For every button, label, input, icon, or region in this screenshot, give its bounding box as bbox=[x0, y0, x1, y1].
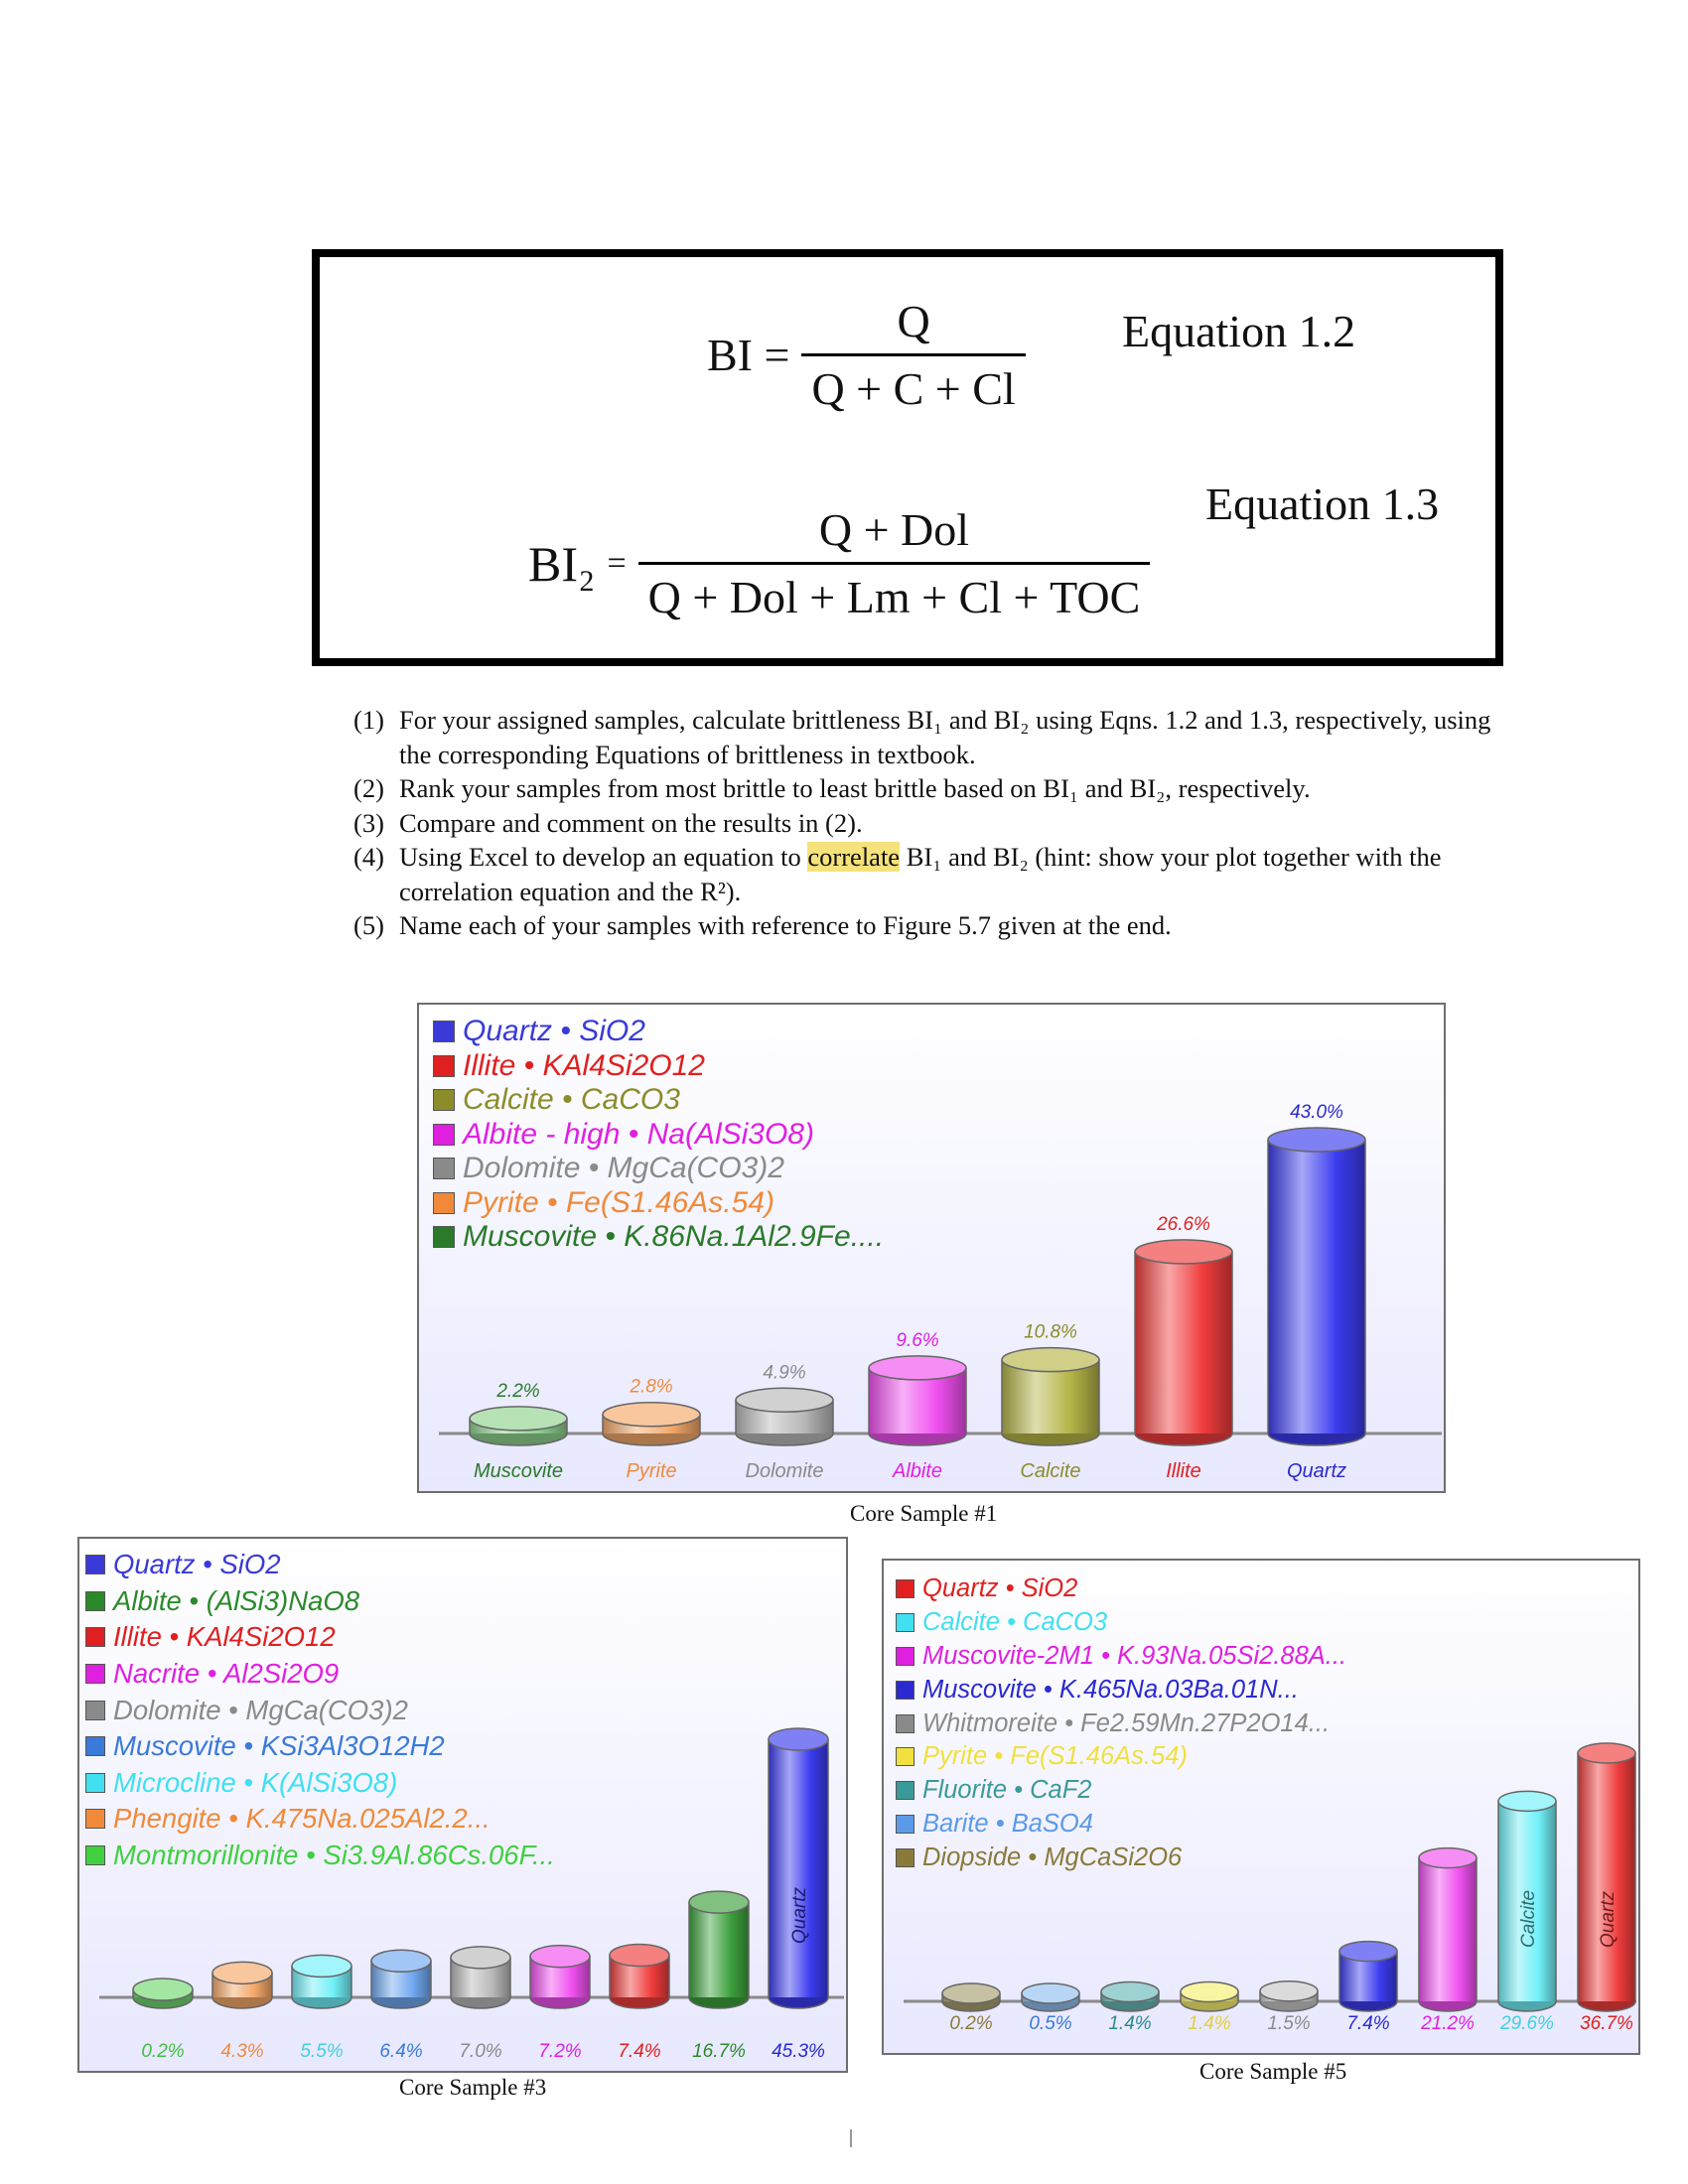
legend-label: Dolomite • MgCa(CO3)2 bbox=[463, 1152, 784, 1185]
bar-top bbox=[1135, 1240, 1232, 1264]
question-item bbox=[353, 908, 1525, 943]
question-text bbox=[399, 840, 1525, 908]
chart-plot bbox=[884, 1561, 1640, 2055]
core-sample-3-caption: Core Sample #3 bbox=[399, 2075, 547, 2100]
legend-label: Muscovite • K.86Na.1Al2.9Fe.... bbox=[463, 1220, 885, 1254]
legend-label: Quartz • SiO2 bbox=[922, 1574, 1078, 1603]
value-label: 1.5% bbox=[1267, 2013, 1311, 2034]
value-label: 5.5% bbox=[300, 2041, 344, 2062]
bar-body bbox=[1135, 1252, 1232, 1433]
bar-pyrite bbox=[1181, 1981, 1238, 2011]
value-label: 0.2% bbox=[949, 2013, 993, 2034]
question-text-part: Name each of your samples with reference to Figure 5.7 given at the end. bbox=[399, 910, 1172, 940]
core-sample-5-caption: Core Sample #5 bbox=[1199, 2059, 1347, 2084]
legend-label: Illite • KAl4Si2O12 bbox=[463, 1048, 705, 1082]
bar-inner-label: Quartz bbox=[1598, 1890, 1618, 1948]
value-label: 26.6% bbox=[1157, 1213, 1210, 1235]
value-label: 4.9% bbox=[763, 1362, 806, 1384]
bar-microcline bbox=[292, 1955, 352, 2008]
bar-top bbox=[1101, 1981, 1159, 2001]
legend-label: Diopside • MgCaSi2O6 bbox=[922, 1843, 1183, 1871]
value-label: 7.0% bbox=[459, 2041, 502, 2062]
equation-bi-lhs: BI = bbox=[707, 330, 790, 380]
bar-body bbox=[689, 1902, 749, 1997]
value-label: 2.8% bbox=[630, 1376, 673, 1398]
legend-label: Fluorite • CaF2 bbox=[922, 1776, 1092, 1805]
bar-fluorite bbox=[1101, 1981, 1159, 2011]
bar-barite bbox=[1022, 1983, 1079, 2011]
bar-nacrite bbox=[530, 1946, 590, 2008]
bar-top bbox=[451, 1947, 510, 1969]
legend-label: Pyrite • Fe(S1.46As.54) bbox=[922, 1742, 1188, 1771]
legend-label: Quartz • SiO2 bbox=[463, 1015, 645, 1048]
divider-line bbox=[850, 2129, 852, 2147]
bar-whitmoreite bbox=[1260, 1981, 1318, 2011]
equation-1-2-label: Equation 1.2 bbox=[1122, 306, 1356, 356]
bar-calcite bbox=[1002, 1348, 1099, 1445]
equation-bi2-fraction bbox=[638, 503, 1151, 623]
legend-label: Muscovite-2M1 • K.93Na.05Si2.88A... bbox=[922, 1641, 1347, 1670]
bar-pyrite bbox=[603, 1403, 700, 1445]
legend-label: Barite • BaSO4 bbox=[922, 1809, 1093, 1838]
value-label: 0.5% bbox=[1029, 2013, 1072, 2034]
bar-muscovite-2m1 bbox=[1419, 1848, 1477, 2011]
equation-bi2-denominator: Q + Dol + Lm + Cl + TOC bbox=[638, 562, 1151, 623]
bar-dolomite bbox=[451, 1947, 510, 2008]
legend-label: Montmorillonite • Si3.9Al.86Cs.06F... bbox=[113, 1840, 555, 1871]
bar-top bbox=[603, 1403, 700, 1427]
question-text-part: For your assigned samples, calculate brittleness BI₁ and BI₂ using Eqns. 1.2 and 1.3, respectively, using the corresponding Equations of brittleness in textbook. bbox=[399, 705, 1491, 769]
question-text-part: Rank your samples from most brittle to least brittle based on BI₁ and BI₂, respectively. bbox=[399, 773, 1311, 803]
bar-phengite bbox=[212, 1962, 272, 2008]
question-item bbox=[353, 840, 1525, 908]
category-label: Muscovite bbox=[473, 1460, 564, 1482]
value-label: 2.2% bbox=[496, 1380, 540, 1402]
core-sample-1-chart bbox=[417, 1003, 1446, 1493]
category-label: Illite bbox=[1166, 1460, 1201, 1482]
bar-top bbox=[1260, 1981, 1318, 2001]
bar-top bbox=[769, 1728, 828, 1750]
question-item bbox=[353, 771, 1525, 806]
question-number: (3) bbox=[353, 807, 384, 838]
question-number: (1) bbox=[353, 705, 384, 735]
legend-label: Pyrite • Fe(S1.46As.54) bbox=[463, 1185, 774, 1219]
category-label: Calcite bbox=[1020, 1460, 1081, 1482]
core-sample-1-caption: Core Sample #1 bbox=[850, 1501, 998, 1526]
question-number: (5) bbox=[353, 910, 384, 940]
bar-body bbox=[1419, 1858, 1477, 2001]
question-text-part: Using Excel to develop an equation to bbox=[399, 842, 808, 872]
bar-quartz bbox=[769, 1728, 828, 2008]
value-label: 1.4% bbox=[1188, 2013, 1231, 2034]
bar-top bbox=[1268, 1128, 1365, 1152]
legend-label: Dolomite • MgCa(CO3)2 bbox=[113, 1694, 408, 1725]
bar-top bbox=[1002, 1348, 1099, 1372]
bar-top bbox=[292, 1955, 352, 1977]
question-text bbox=[399, 806, 1525, 841]
value-label: 6.4% bbox=[379, 2041, 423, 2062]
equation-bi2 bbox=[528, 503, 1150, 623]
bar-illite bbox=[610, 1945, 669, 2008]
legend-label: Quartz • SiO2 bbox=[113, 1549, 281, 1580]
bar-top bbox=[1498, 1791, 1556, 1811]
equation-bi2-lhs: BI₂ bbox=[528, 535, 596, 592]
equation-bi bbox=[707, 295, 1026, 415]
bar-albite bbox=[689, 1891, 749, 2008]
bar-dolomite bbox=[736, 1388, 833, 1445]
value-label: 4.3% bbox=[220, 2041, 264, 2062]
chart-plot bbox=[419, 1005, 1446, 1493]
legend-label: Albite • (AlSi3)NaO8 bbox=[113, 1584, 360, 1616]
value-label: 7.2% bbox=[538, 2041, 582, 2062]
equation-bi-denominator: Q + C + Cl bbox=[801, 353, 1025, 415]
value-label: 16.7% bbox=[692, 2041, 746, 2062]
question-number: (4) bbox=[353, 842, 384, 872]
category-label: Albite bbox=[892, 1460, 943, 1482]
bar-albite bbox=[869, 1356, 966, 1445]
bar-top bbox=[1578, 1743, 1635, 1763]
equation-bi2-numerator: Q + Dol bbox=[818, 504, 970, 555]
value-label: 45.3% bbox=[772, 2041, 825, 2062]
bar-body bbox=[1578, 1753, 1635, 2001]
bar-inner-label: Quartz bbox=[789, 1886, 810, 1944]
legend-label: Muscovite • KSi3Al3O12H2 bbox=[113, 1730, 445, 1762]
question-text-part: Compare and comment on the results in (2). bbox=[399, 807, 863, 838]
bar-montmorillonite bbox=[133, 1979, 193, 2008]
equation-bi-numerator: Q bbox=[897, 296, 930, 346]
question-item bbox=[353, 806, 1525, 841]
bar-top bbox=[530, 1946, 590, 1968]
bar-muscovite bbox=[1339, 1942, 1397, 2011]
bar-top bbox=[470, 1407, 567, 1431]
question-text bbox=[399, 771, 1525, 806]
core-sample-3-chart bbox=[77, 1537, 848, 2073]
bar-body bbox=[769, 1739, 828, 1997]
bar-top bbox=[736, 1388, 833, 1412]
value-label: 1.4% bbox=[1108, 2013, 1152, 2034]
bar-top bbox=[1181, 1981, 1238, 2001]
bar-top bbox=[610, 1945, 669, 1967]
legend-label: Microcline • K(AlSi3O8) bbox=[113, 1766, 398, 1798]
value-label: 43.0% bbox=[1290, 1102, 1343, 1123]
equation-1-3-label: Equation 1.3 bbox=[1205, 478, 1440, 529]
bar-top bbox=[371, 1950, 431, 1972]
equation-bi-fraction bbox=[801, 295, 1025, 415]
bar-illite bbox=[1135, 1240, 1232, 1445]
value-label: 7.4% bbox=[1346, 2013, 1390, 2034]
bar-top bbox=[869, 1356, 966, 1380]
bar-top bbox=[689, 1891, 749, 1913]
chart-plot bbox=[79, 1539, 848, 2073]
legend-label: Albite - high • Na(AlSi3O8) bbox=[463, 1117, 814, 1151]
category-label: Quartz bbox=[1286, 1460, 1347, 1482]
bar-top bbox=[1022, 1983, 1079, 2003]
bar-muscovite bbox=[371, 1950, 431, 2008]
question-number: (2) bbox=[353, 773, 384, 803]
legend-label: Nacrite • Al2Si2O9 bbox=[113, 1658, 340, 1690]
core-sample-5-chart bbox=[882, 1559, 1640, 2055]
legend-label: Illite • KAl4Si2O12 bbox=[113, 1621, 336, 1653]
value-label: 36.7% bbox=[1580, 2013, 1633, 2034]
question-text bbox=[399, 703, 1525, 771]
bar-quartz bbox=[1578, 1743, 1635, 2011]
value-label: 7.4% bbox=[618, 2041, 661, 2062]
legend-label: Muscovite • K.465Na.03Ba.01N... bbox=[922, 1675, 1299, 1704]
bar-muscovite bbox=[470, 1407, 567, 1445]
question-item bbox=[353, 703, 1525, 771]
question-text-part: BI₁ and BI₂ (hint: show your plot together with the correlation equation and the R²). bbox=[399, 842, 1442, 906]
bar-top bbox=[212, 1962, 272, 1983]
category-label: Pyrite bbox=[626, 1460, 677, 1482]
bar-body bbox=[1268, 1140, 1365, 1433]
bar-top bbox=[1419, 1848, 1477, 1868]
value-label: 9.6% bbox=[896, 1329, 939, 1351]
question-list bbox=[353, 703, 1525, 943]
bar-diopside bbox=[942, 1983, 1000, 2011]
legend-label: Whitmoreite • Fe2.59Mn.27P2O14... bbox=[922, 1708, 1331, 1737]
highlighted-word: correlate bbox=[807, 842, 901, 872]
equation-bi2-equals: = bbox=[607, 544, 627, 582]
bar-inner-label: Calcite bbox=[1518, 1889, 1539, 1948]
bar-top bbox=[133, 1979, 193, 2000]
legend-label: Phengite • K.475Na.025Al2.2... bbox=[113, 1803, 491, 1835]
value-label: 21.2% bbox=[1421, 2013, 1475, 2034]
bar-top bbox=[942, 1983, 1000, 2003]
value-label: 0.2% bbox=[141, 2041, 185, 2062]
value-label: 10.8% bbox=[1024, 1321, 1077, 1343]
bar-quartz bbox=[1268, 1128, 1365, 1445]
category-label: Dolomite bbox=[745, 1460, 824, 1482]
question-text bbox=[399, 908, 1525, 943]
legend-label: Calcite • CaCO3 bbox=[922, 1608, 1108, 1637]
value-label: 29.6% bbox=[1500, 2013, 1554, 2034]
legend-label: Calcite • CaCO3 bbox=[463, 1083, 680, 1117]
equation-box bbox=[312, 249, 1503, 666]
bar-top bbox=[1339, 1942, 1397, 1962]
